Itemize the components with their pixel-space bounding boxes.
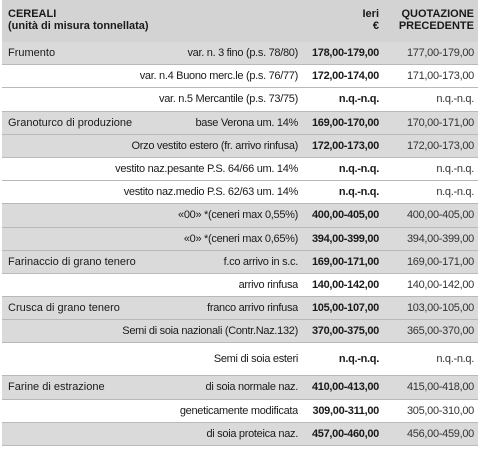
row-description: di soia normale naz. xyxy=(205,381,298,394)
row-previous-price: 140,00-142,00 xyxy=(406,278,474,291)
row-ieri-price: 410,00-413,00 xyxy=(311,381,379,394)
header-precedente xyxy=(382,8,474,32)
table-row xyxy=(2,274,478,297)
row-category: Farinaccio di grano tenero xyxy=(8,255,136,268)
row-description: vestito naz.pesante P.S. 64/66 um. 14% xyxy=(115,162,298,175)
row-description: geneticamente modificata xyxy=(179,404,298,417)
row-description: var. n.4 Buono merc.le (p.s. 76/77) xyxy=(139,70,298,83)
row-description: var. n.5 Mercantile (p.s. 73/75) xyxy=(159,93,298,106)
row-ieri-price: 140,00-142,00 xyxy=(311,278,379,291)
row-previous-price: 305,00-310,00 xyxy=(406,404,474,417)
row-ieri-price: 105,00-107,00 xyxy=(311,302,379,315)
table-row xyxy=(2,400,478,423)
header-ieri xyxy=(302,8,379,32)
table-header xyxy=(2,0,478,42)
row-description: var. n. 3 fino (p.s. 78/80) xyxy=(187,47,298,59)
row-previous-price: 415,00-418,00 xyxy=(406,381,474,394)
row-ieri-price: 172,00-174,00 xyxy=(311,70,379,83)
row-previous-price: n.q.-n.q. xyxy=(436,186,474,199)
table-row xyxy=(2,251,478,274)
row-ieri-price: n.q.-n.q. xyxy=(338,93,379,106)
row-previous-price: 172,00-173,00 xyxy=(406,139,474,152)
row-description: arrivo rinfusa xyxy=(238,278,298,291)
header-title xyxy=(8,8,149,32)
table-row xyxy=(2,88,478,111)
table-row xyxy=(2,42,478,65)
row-ieri-price: n.q.-n.q. xyxy=(338,353,379,366)
row-ieri-price: 370,00-375,00 xyxy=(311,325,379,338)
header-prec-line1: QUOTAZIONE xyxy=(401,8,474,20)
row-ieri-price: n.q.-n.q. xyxy=(338,162,379,175)
row-description: base Verona um. 14% xyxy=(195,116,298,129)
row-previous-price: 169,00-171,00 xyxy=(406,255,474,268)
header-ieri-currency: € xyxy=(372,20,379,32)
row-previous-price: 394,00-399,00 xyxy=(406,232,474,245)
row-category: Farine di estrazione xyxy=(8,381,105,394)
row-description: «0» *(ceneri max 0,65%) xyxy=(183,232,298,245)
table-row xyxy=(2,204,478,227)
row-description: di soia proteica naz. xyxy=(206,427,298,440)
header-ieri-label: Ieri xyxy=(362,8,379,20)
row-ieri-price: 309,00-311,00 xyxy=(312,404,379,417)
table-row xyxy=(2,112,478,135)
row-description: Semi di soia esteri xyxy=(213,353,298,366)
header-title-line2: (unità di misura tonnellata) xyxy=(8,20,149,32)
header-prec-line2: PRECEDENTE xyxy=(398,20,474,32)
row-ieri-price: 169,00-170,00 xyxy=(311,116,379,129)
table-row xyxy=(2,343,478,376)
header-title-line1: CEREALI xyxy=(8,8,57,20)
row-description: franco arrivo rinfusa xyxy=(207,302,298,315)
row-ieri-price: 172,00-173,00 xyxy=(311,139,379,152)
row-description: Semi di soia nazionali (Contr.Naz.132) xyxy=(122,325,298,338)
row-ieri-price: n.q.-n.q. xyxy=(338,186,379,199)
table-row xyxy=(2,65,478,88)
row-description: «00» *(ceneri max 0,55%) xyxy=(178,209,298,222)
row-description: vestito naz.medio P.S. 62/63 um. 14% xyxy=(123,186,298,199)
table-row xyxy=(2,228,478,251)
row-previous-price: 170,00-171,00 xyxy=(406,116,474,129)
table-row xyxy=(2,376,478,399)
table-body xyxy=(2,42,478,446)
row-divider xyxy=(2,445,478,446)
table-row xyxy=(2,158,478,181)
table-row xyxy=(2,320,478,343)
row-ieri-price: 169,00-171,00 xyxy=(311,255,379,268)
row-ieri-price: 400,00-405,00 xyxy=(311,209,379,222)
table-row xyxy=(2,135,478,158)
row-previous-price: 400,00-405,00 xyxy=(406,209,474,222)
row-previous-price: 365,00-370,00 xyxy=(406,325,474,338)
row-ieri-price: 394,00-399,00 xyxy=(311,232,379,245)
row-description: Orzo vestito estero (fr. arrivo rinfusa) xyxy=(131,139,298,152)
row-previous-price: 171,00-173,00 xyxy=(406,70,474,83)
row-previous-price: n.q.-n.q. xyxy=(436,353,474,366)
row-description: f.co arrivo in s.c. xyxy=(223,255,298,268)
table-row xyxy=(2,297,478,320)
row-previous-price: 177,00-179,00 xyxy=(406,47,474,59)
row-previous-price: n.q.-n.q. xyxy=(436,93,474,106)
row-previous-price: 456,00-459,00 xyxy=(406,427,474,440)
table-row xyxy=(2,181,478,204)
row-previous-price: 103,00-105,00 xyxy=(406,302,474,315)
row-ieri-price: 178,00-179,00 xyxy=(311,47,379,59)
row-category: Granoturco di produzione xyxy=(8,116,133,129)
table-row xyxy=(2,423,478,446)
row-category: Frumento xyxy=(8,47,56,59)
row-previous-price: n.q.-n.q. xyxy=(436,162,474,175)
row-category: Crusca di grano tenero xyxy=(8,302,120,315)
row-ieri-price: 457,00-460,00 xyxy=(311,427,379,440)
